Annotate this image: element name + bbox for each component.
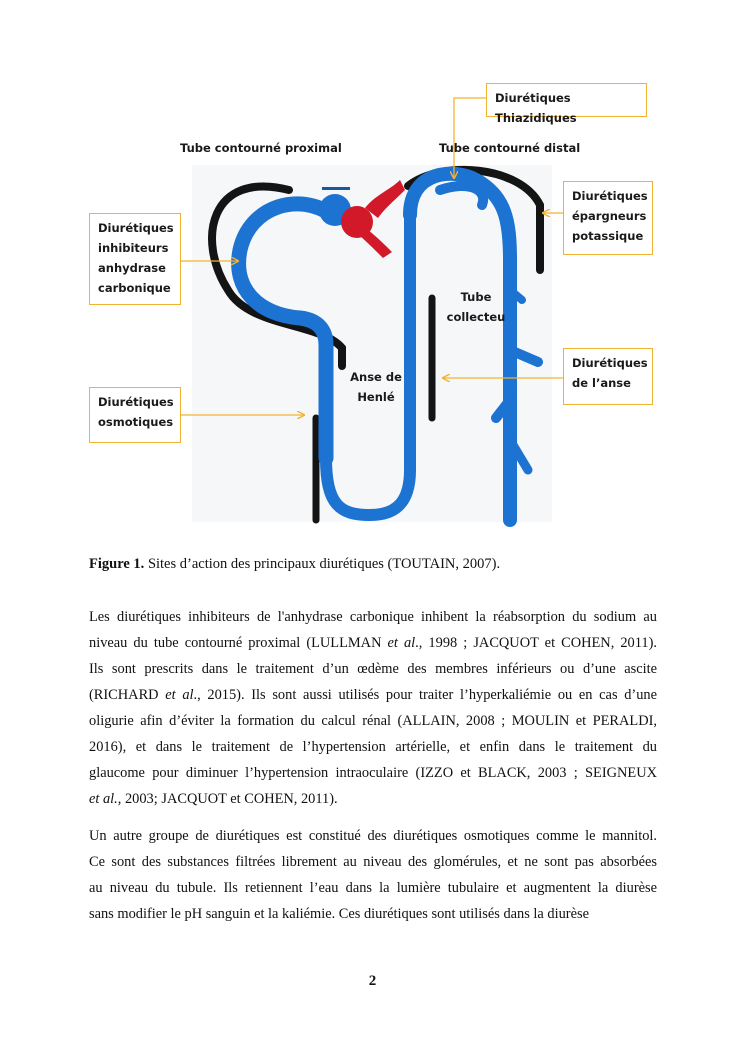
box-diuretiques-anhydrase: [89, 213, 181, 305]
text-line: [89, 656, 657, 682]
text-line: [89, 901, 657, 927]
text-line: [89, 630, 657, 656]
label-tcp: Tube contourné proximal: [180, 141, 342, 155]
text-run: 2003; JACQUOT et COHEN, 2011).: [121, 791, 338, 807]
text-run: au niveau du tubule. Ils retiennent l’eau dans la lumière tubulaire et augmentent la diurèse: [89, 880, 657, 896]
text-run: 2016), et dans le traitement de l’hypertension artérielle, et enfin dans le traitement du: [89, 739, 657, 755]
label-tube-collecteur: [444, 287, 508, 327]
text-run: niveau du tube contourné proximal (LULLMAN: [89, 635, 388, 651]
italic-run: et al: [387, 635, 416, 651]
box-anhydrase-line-1: Diurétiques: [98, 221, 174, 235]
text-run: glaucome pour diminuer l’hypertension intraoculaire (IZZO et BLACK, 2003 ; SEIGNEUX: [89, 765, 657, 781]
caption-text: Sites d’action des principaux diurétiques (TOUTAIN, 2007).: [144, 556, 501, 572]
label-anse-line-1: Anse de: [350, 370, 402, 384]
text-line: [89, 823, 657, 849]
text-line: [89, 708, 657, 734]
text-run: Ce sont des substances filtrées librement au niveau des glomérules, et ne sont pas absorbées: [89, 854, 657, 870]
box-anse-line-1: Diurétiques: [572, 356, 648, 370]
box-anse-line-2: de l’anse: [572, 376, 631, 390]
label-tcd: Tube contourné distal: [439, 141, 581, 155]
capsule-marker: [322, 187, 350, 190]
text-line: [89, 760, 657, 786]
label-collecteur-line-1: Tube: [460, 290, 492, 304]
box-osmotiques-line-1: Diurétiques: [98, 395, 174, 409]
text-line: [89, 875, 657, 901]
label-anse-henle: [346, 367, 406, 407]
box-anhydrase-line-4: carbonique: [98, 281, 171, 295]
text-run: Ils sont prescrits dans le traitement d’un œdème des membres inférieurs ou d’une ascite: [89, 661, 657, 677]
text-run: sans modifier le pH sanguin et la kaliémie. Ces diurétiques sont utilisés dans la diurèse: [89, 906, 589, 922]
text-line: [89, 786, 657, 812]
text-run: ., 1998 ; JACQUOT et COHEN, 2011).: [415, 635, 657, 651]
italic-run: et al: [165, 687, 194, 703]
text-line: [89, 734, 657, 760]
box-epargneurs-line-3: potassique: [572, 229, 644, 243]
figure-caption: [89, 556, 500, 573]
box-epargneurs-line-1: Diurétiques: [572, 189, 648, 203]
text-line: [89, 682, 657, 708]
caption-label: Figure 1.: [89, 556, 145, 572]
box-diuretiques-osmotiques: [89, 387, 181, 443]
label-collecteur-line-2: collecteu: [446, 310, 506, 324]
box-anhydrase-line-3: anhydrase: [98, 261, 166, 275]
box-anhydrase-line-2: inhibiteurs: [98, 241, 169, 255]
page-number: 2: [368, 973, 377, 989]
label-anse-line-2: Henlé: [357, 390, 395, 404]
box-diuretiques-epargneurs: [563, 181, 653, 255]
text-run: Les diurétiques inhibiteurs de l'anhydrase carbonique inhibent la réabsorption du sodium au: [89, 609, 657, 625]
box-diuretiques-thiazidiques: [486, 83, 647, 125]
box-osmotiques-line-2: osmotiques: [98, 415, 174, 429]
text-line: [89, 604, 657, 630]
paragraph-anhydrase: [89, 604, 657, 812]
text-run: ., 2015). Ils sont aussi utilisés pour traiter l’hyperkaliémie ou en cas d’une: [193, 687, 657, 703]
text-run: oligurie afin d’éviter la formation du calcul rénal (ALLAIN, 2008 ; MOULIN et PERALDI,: [89, 713, 657, 729]
paragraph-osmotiques: [89, 823, 657, 927]
box-diuretiques-anse: [563, 348, 653, 405]
text-line: [89, 849, 657, 875]
box-epargneurs-line-2: épargneurs: [572, 209, 647, 223]
text-run: (RICHARD: [89, 687, 166, 703]
text-run: Un autre groupe de diurétiques est constitué des diurétiques osmotiques comme le mannitol.: [89, 828, 657, 844]
box-thiazidiques-line-1: Diurétiques Thiazidiques: [495, 91, 577, 125]
italic-run: et al.,: [89, 791, 122, 807]
